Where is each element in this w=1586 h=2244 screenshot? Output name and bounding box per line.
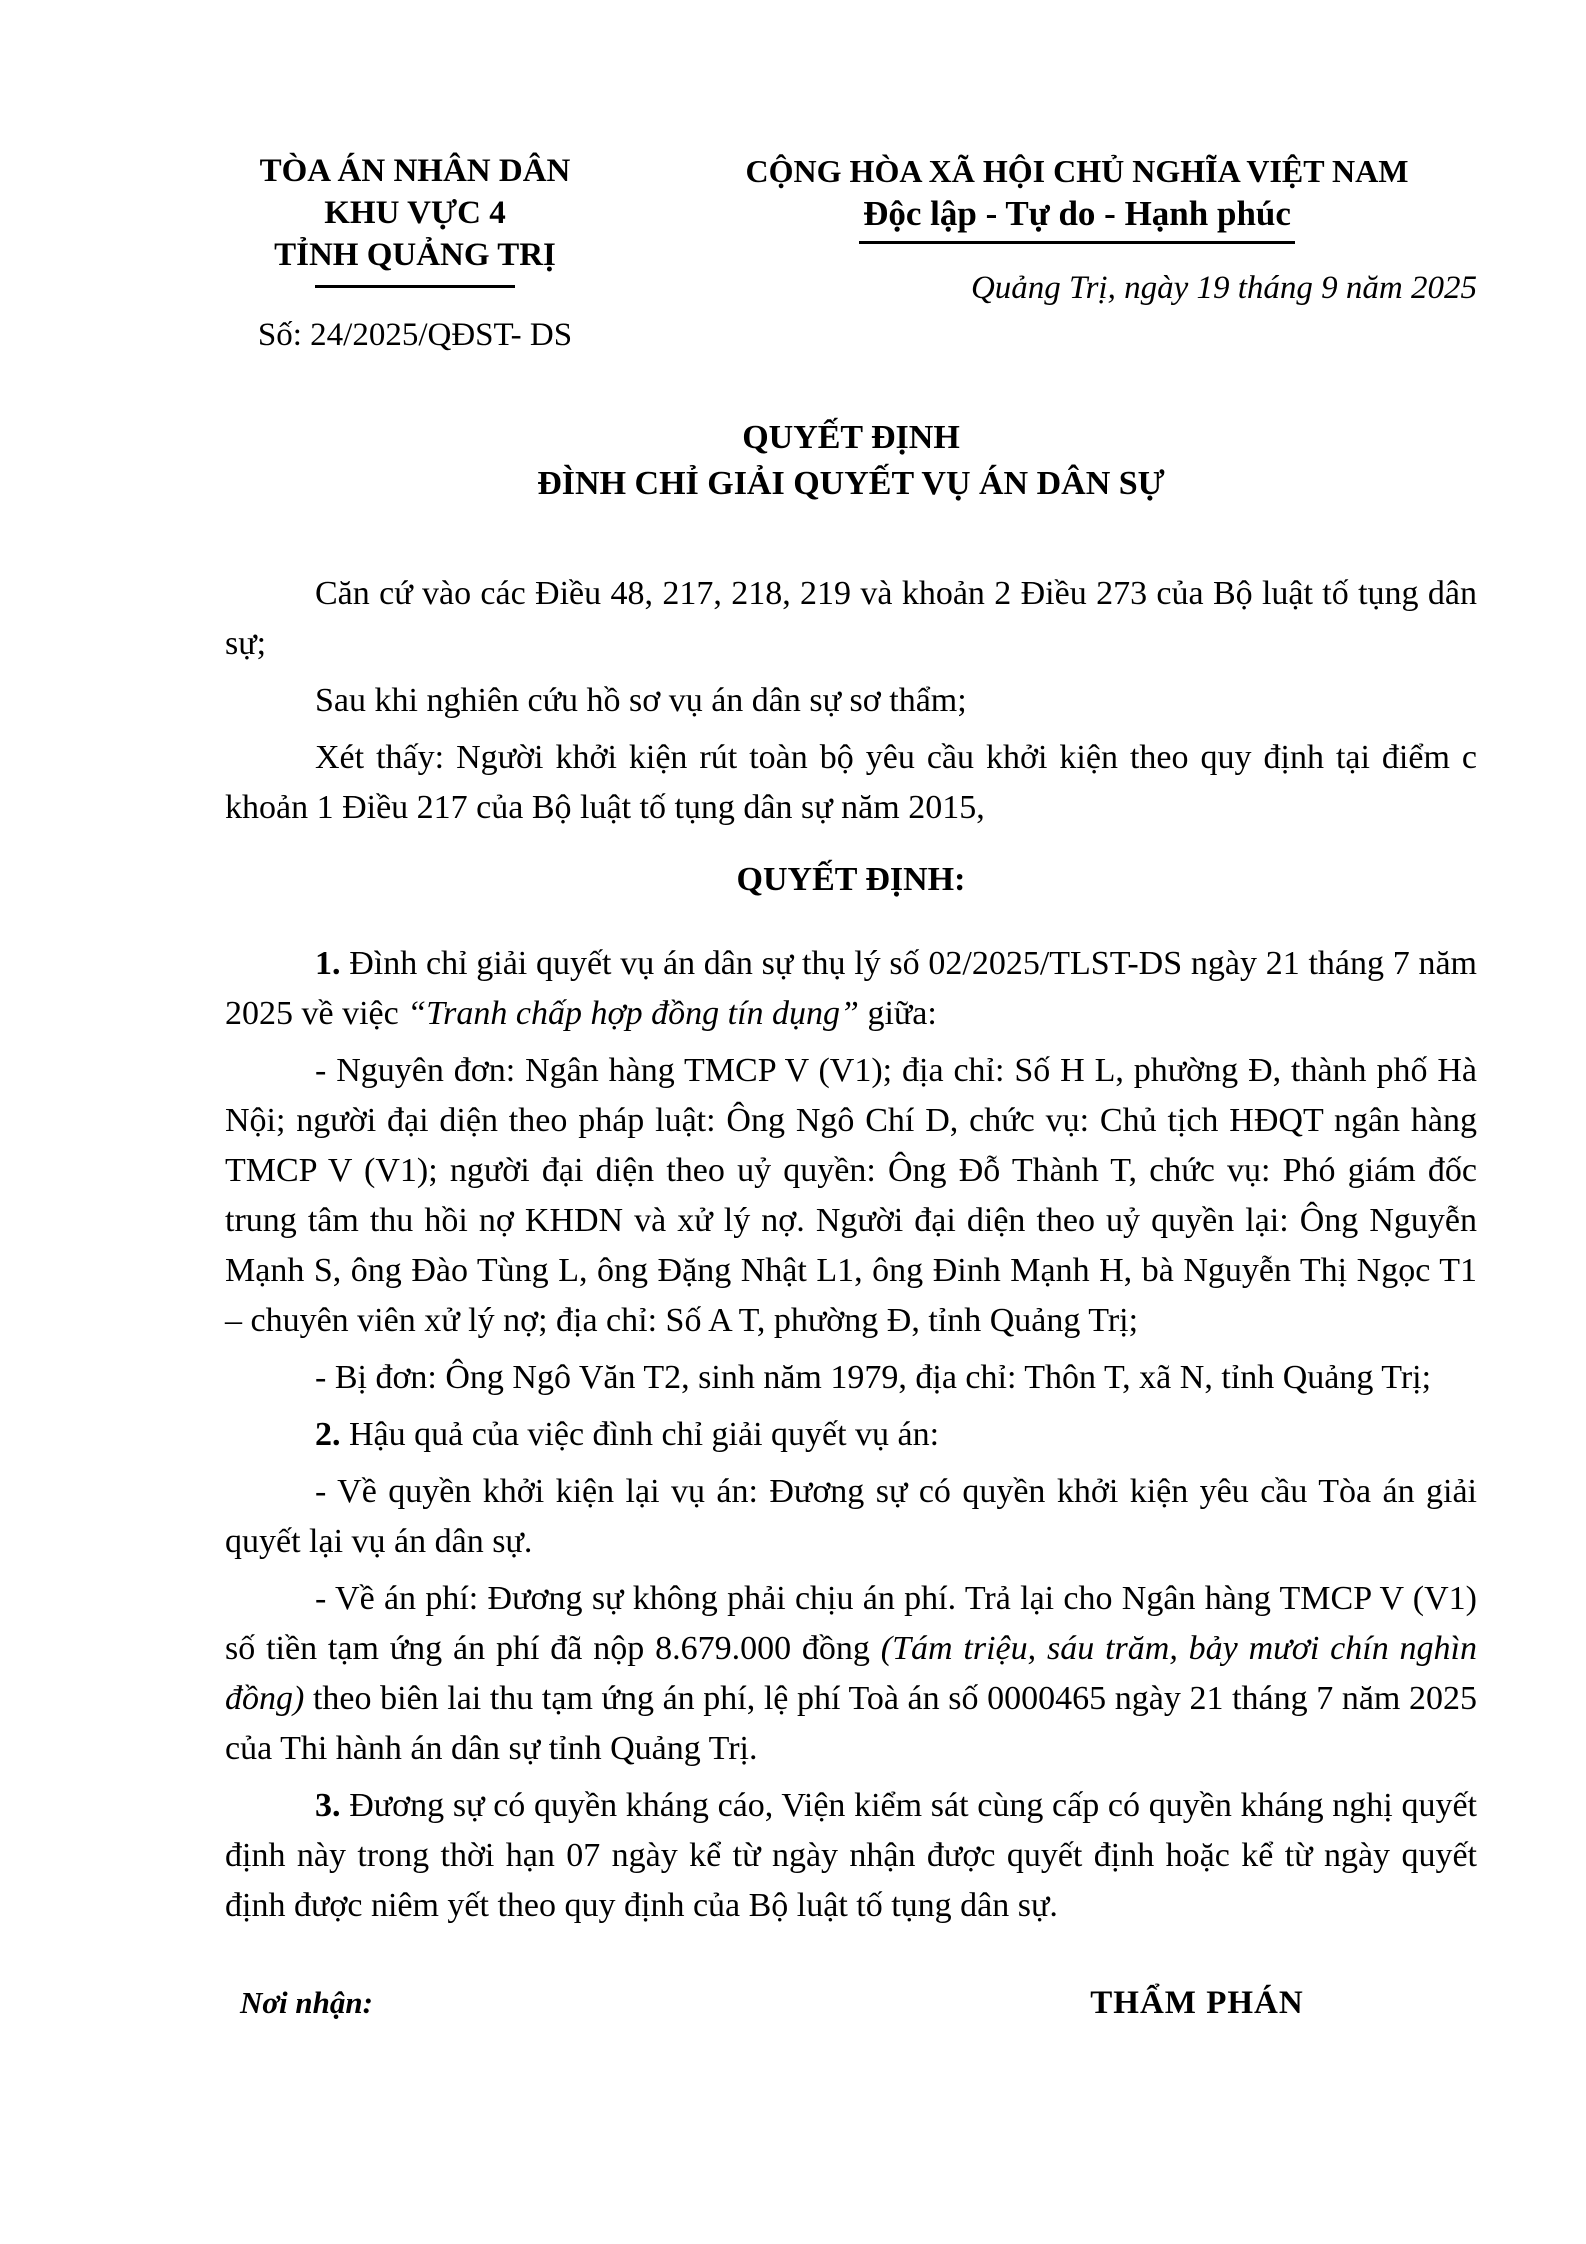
article-2 [225, 1410, 1477, 1460]
consequence-fee-amount-words: (Tám triệu, sáu trăm, bảy mươi chín nghìn đồng) [225, 1630, 1477, 1717]
article-2-text: Hậu quả của việc đình chỉ giải quyết vụ án: [340, 1416, 940, 1453]
article-3-number: 3. [315, 1787, 341, 1824]
decision-heading: QUYẾT ĐỊNH: [736, 861, 966, 898]
document-title-line-1: QUYẾT ĐỊNH [742, 419, 960, 456]
recipients-label: Nơi nhận: [240, 1985, 373, 2020]
document-footer [225, 1983, 1477, 2023]
signer-block [917, 1983, 1477, 2023]
national-header-block [677, 150, 1477, 308]
consequence-fee-paragraph [225, 1574, 1477, 1774]
motto-wrapper [677, 192, 1477, 244]
court-name-line-2: KHU VỰC 4 [324, 195, 506, 231]
preamble-paragraph-1: Căn cứ vào các Điều 48, 217, 218, 219 và khoản 2 Điều 273 của Bộ luật tố tụng dân sự; [225, 575, 1477, 662]
article-1 [225, 939, 1477, 1039]
court-header-block [225, 150, 605, 355]
consequence-right-paragraph: - Về quyền khởi kiện lại vụ án: Đương sự có quyền khởi kiện yêu cầu Tòa án giải quyết lại vụ án dân sự. [225, 1473, 1477, 1560]
court-name-line-3: TỈNH QUẢNG TRỊ [274, 237, 556, 273]
article-3 [225, 1781, 1477, 1931]
article-1-case-name: “Tranh chấp hợp đồng tín dụng” [407, 995, 859, 1032]
case-number: Số: 24/2025/QĐST- DS [257, 317, 573, 353]
document-body [225, 569, 1477, 1931]
article-2-number: 2. [315, 1416, 341, 1453]
document-header [225, 150, 1477, 355]
document-title-line-2: ĐÌNH CHỈ GIẢI QUYẾT VỤ ÁN DÂN SỰ [537, 465, 1165, 502]
article-1-text-after: giữa: [858, 995, 937, 1032]
consequence-fee-text: - Về án phí: Đương sự không phải chịu án phí. Trả lại cho Ngân hàng TMCP V (V1) số tiền tạm ứng án phí đã nộp 8.679.000 đồng [225, 1580, 1477, 1667]
preamble-paragraph-2: Sau khi nghiên cứu hồ sơ vụ án dân sự sơ thẩm; [315, 682, 967, 719]
article-1-number: 1. [315, 945, 341, 982]
court-header-rule [315, 285, 515, 288]
consequence-fee-text-after: theo biên lai thu tạm ứng án phí, lệ phí Toà án số 0000465 ngày 21 tháng 7 năm 2025 của Thi hành án dân sự tỉnh Quảng Trị. [225, 1680, 1477, 1767]
preamble-paragraph-3: Xét thấy: Người khởi kiện rút toàn bộ yêu cầu khởi kiện theo quy định tại điểm c khoản 1 Điều 217 của Bộ luật tố tụng dân sự năm 2015, [225, 739, 1477, 826]
plaintiff-paragraph: - Nguyên đơn: Ngân hàng TMCP V (V1); địa chỉ: Số H L, phường Đ, thành phố Hà Nội; người đại diện theo pháp luật: Ông Ngô Chí D, chức vụ: Chủ tịch HĐQT ngân hàng TMCP V (V1); người đại diện theo uỷ quyền: Ông Đỗ Thành T, chức vụ: Phó giám đốc trung tâm thu hồi nợ KHDN và xử lý nợ. Người đại diện theo uỷ quyền lại: Ông Nguyễn Mạnh S, ông Đào Tùng L, ông Đặng Nhật L1, ông Đinh Mạnh H, bà Nguyễn Thị Ngọc T1 – chuyên viên xử lý nợ; địa chỉ: Số A T, phường Đ, tỉnh Quảng Trị; [225, 1052, 1477, 1339]
article-1-text: Đình chỉ giải quyết vụ án dân sự thụ lý số 02/2025/TLST-DS ngày 21 tháng 7 năm 2025 về việc [225, 945, 1477, 1032]
court-name-line-1: TÒA ÁN NHÂN DÂN [259, 153, 571, 189]
national-motto: Độc lập - Tự do - Hạnh phúc [859, 192, 1295, 244]
document-title [225, 415, 1477, 507]
signer-title: THẨM PHÁN [1090, 1985, 1304, 2021]
place-and-date: Quảng Trị, ngày 19 tháng 9 năm 2025 [970, 270, 1477, 306]
defendant-paragraph: - Bị đơn: Ông Ngô Văn T2, sinh năm 1979, địa chỉ: Thôn T, xã N, tỉnh Quảng Trị; [315, 1359, 1432, 1396]
article-3-text: Đương sự có quyền kháng cáo, Viện kiểm sát cùng cấp có quyền kháng nghị quyết định này trong thời hạn 07 ngày kể từ ngày nhận được quyết định hoặc kể từ ngày quyết định được niêm yết theo quy định của Bộ luật tố tụng dân sự. [225, 1787, 1477, 1924]
country-name: CỘNG HÒA XÃ HỘI CHỦ NGHĨA VIỆT NAM [745, 153, 1409, 189]
